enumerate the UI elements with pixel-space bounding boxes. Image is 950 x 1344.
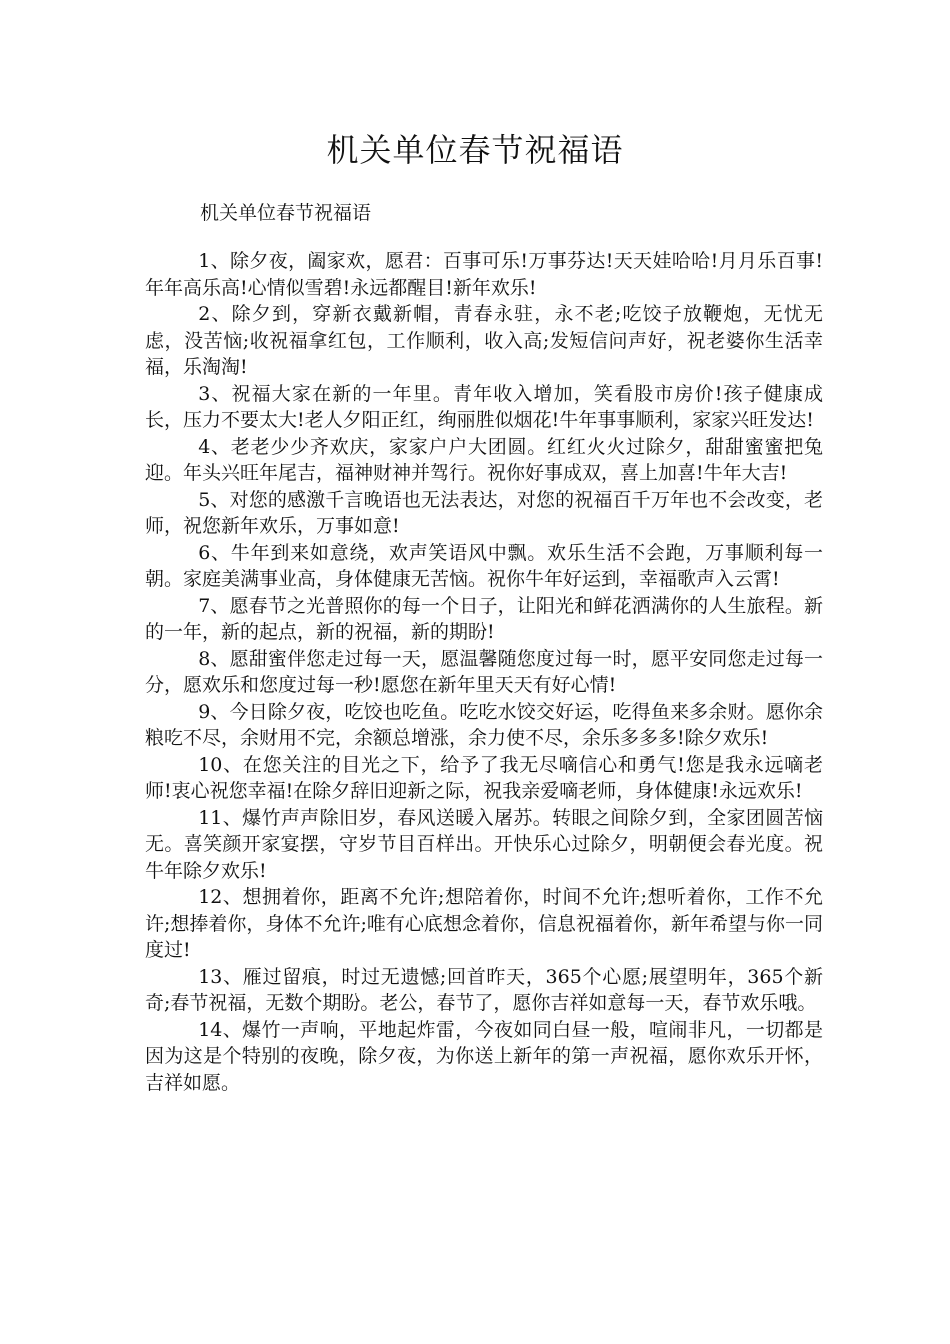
paragraph-13: 13、雁过留痕，时过无遗憾;回首昨天，365个心愿;展望明年，365个新奇;春节祝福，无数个期盼。老公，春节了，愿你吉祥如意每一天，春节欢乐哦。 <box>145 965 823 1014</box>
paragraph-12: 12、想拥着你，距离不允许;想陪着你，时间不允许;想听着你，工作不允许;想捧着你，身体不允许;唯有心底想念着你，信息祝福着你，新年希望与你一同度过! <box>145 886 823 961</box>
paragraph-6: 6、牛年到来如意绕，欢声笑语风中飘。欢乐生活不会跑，万事顺利每一朝。家庭美满事业高，身体健康无苦恼。祝你牛年好运到，幸福歌声入云霄! <box>145 541 823 590</box>
paragraph-2: 2、除夕到，穿新衣戴新帽，青春永驻，永不老;吃饺子放鞭炮，无忧无虑，没苦恼;收祝福拿红包，工作顺利，收入高;发短信问声好，祝老婆你生活幸福，乐淘淘! <box>145 303 823 378</box>
paragraph-4: 4、老老少少齐欢庆，家家户户大团圆。红红火火过除夕，甜甜蜜蜜把兔迎。年头兴旺年尾吉，福神财神并驾行。祝你好事成双，喜上加喜!牛年大吉! <box>145 435 823 484</box>
paragraph-5: 5、对您的感激千言晚语也无法表达，对您的祝福百千万年也不会改变，老师，祝您新年欢乐，万事如意! <box>145 488 823 537</box>
paragraph-8: 8、愿甜蜜伴您走过每一天，愿温馨随您度过每一时，愿平安同您走过每一分，愿欢乐和您度过每一秒!愿您在新年里天天有好心情! <box>145 647 823 696</box>
page-title: 机关单位春节祝福语 <box>326 131 624 169</box>
paragraph-14: 14、爆竹一声响，平地起炸雷，今夜如同白昼一般，喧闹非凡，一切都是因为这是个特别的夜晚，除夕夜，为你送上新年的第一声祝福，愿你欢乐开怀，吉祥如愿。 <box>145 1018 823 1094</box>
paragraph-1: 1、除夕夜，阖家欢，愿君：百事可乐!万事芬达!天天娃哈哈!月月乐百事!年年高乐高!心情似雪碧!永远都醒目!新年欢乐! <box>145 250 823 299</box>
paragraph-11: 11、爆竹声声除旧岁，春风送暖入屠苏。转眼之间除夕到，全家团圆苦恼无。喜笑颜开家宴摆，守岁节目百样出。开快乐心过除夕，明朝便会春光度。祝牛年除夕欢乐! <box>145 806 823 882</box>
paragraph-3: 3、祝福大家在新的一年里。青年收入增加，笑看股市房价!孩子健康成长，压力不要太大!老人夕阳正红，绚丽胜似烟花!牛年事事顺利，家家兴旺发达! <box>145 382 823 431</box>
document-body <box>145 248 823 1096</box>
paragraph-9: 9、今日除夕夜，吃饺也吃鱼。吃吃水饺交好运，吃得鱼来多余财。愿你余粮吃不尽，余财用不完，余额总增涨，余力使不尽，余乐多多多!除夕欢乐! <box>145 700 823 749</box>
paragraph-10: 10、在您关注的目光之下，给予了我无尽嘀信心和勇气!您是我永远嘀老师!衷心祝您幸福!在除夕辞旧迎新之际，祝我亲爱嘀老师，身体健康!永远欢乐! <box>145 753 823 802</box>
paragraph-7: 7、愿春节之光普照你的每一个日子，让阳光和鲜花洒满你的人生旅程。新的一年，新的起点，新的祝福，新的期盼! <box>145 594 823 643</box>
document-subtitle: 机关单位春节祝福语 <box>200 202 372 224</box>
